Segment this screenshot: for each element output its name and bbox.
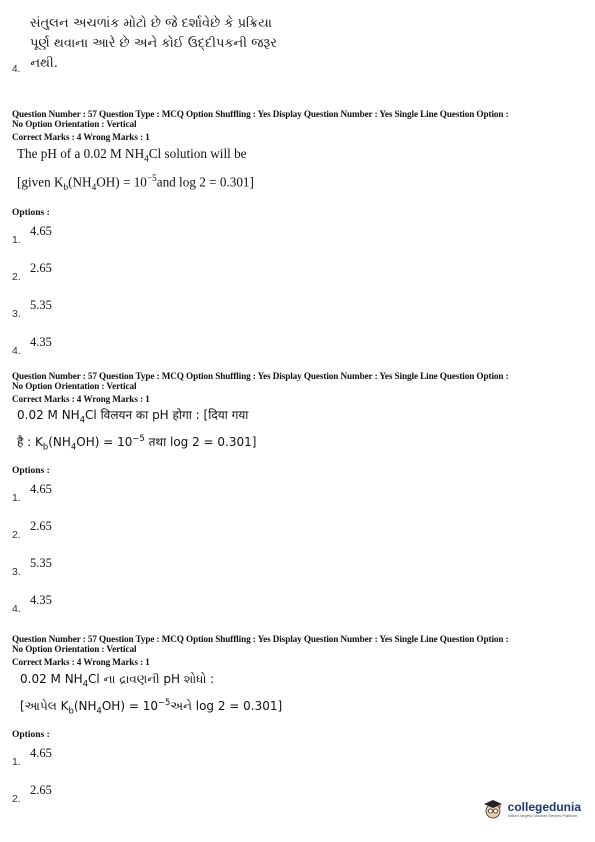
marks-line: Correct Marks : 4 Wrong Marks : 1 bbox=[12, 394, 150, 404]
question-block-hindi bbox=[12, 371, 509, 615]
option-number: 1. bbox=[12, 233, 21, 246]
option-value: 4.35 bbox=[30, 592, 52, 607]
question-block-gujarati bbox=[12, 634, 509, 805]
question-text-line-1: The pH of a 0.02 M $NH_4Cl$ solution will be bbox=[17, 146, 247, 164]
previous-line-3: નથી. bbox=[30, 56, 58, 71]
marks-line: Correct Marks : 4 Wrong Marks : 1 bbox=[12, 132, 150, 142]
option-1[interactable] bbox=[12, 476, 509, 504]
question-meta-line-2: No Option Orientation : Vertical bbox=[12, 381, 137, 391]
options-list bbox=[12, 476, 509, 615]
option-number: 3. bbox=[12, 307, 21, 320]
option-number: 3. bbox=[12, 565, 21, 578]
question-text-line-1: 0.02 M $NH_4Cl$ ના દ્રાવણની pH શોધો : bbox=[20, 672, 215, 689]
option-value: 5.35 bbox=[30, 297, 52, 312]
logo-tagline: India's largest Student Review Platform bbox=[507, 812, 578, 818]
question-text-line-1: 0.02 M $NH_4Cl$ विलयन का pH होगा : [दिया गया bbox=[17, 408, 249, 425]
option-value: 4.65 bbox=[30, 223, 52, 238]
option-2[interactable] bbox=[12, 504, 509, 541]
question-text-line-2: है : $K_b(NH_4OH) = 10^{-5}$ तथा log 2 = 0.301] bbox=[17, 433, 257, 452]
option-value: 4.65 bbox=[30, 745, 52, 760]
option-2[interactable] bbox=[12, 246, 509, 283]
previous-line-2: પૂર્ણ થવાના આરે છે અને કોઈ ઉદ્દીપકની જરૂર bbox=[30, 36, 278, 51]
option-3[interactable] bbox=[12, 283, 509, 320]
option-number: 4. bbox=[12, 344, 21, 357]
option-number: 4. bbox=[12, 602, 21, 615]
option-value: 2.65 bbox=[30, 518, 52, 533]
option-number: 2. bbox=[12, 792, 21, 805]
option-1[interactable] bbox=[12, 218, 509, 246]
question-meta-line-2: No Option Orientation : Vertical bbox=[12, 644, 137, 654]
marks-line: Correct Marks : 4 Wrong Marks : 1 bbox=[12, 657, 150, 667]
collegedunia-logo bbox=[482, 798, 581, 820]
option-number: 2. bbox=[12, 528, 21, 541]
option-1[interactable] bbox=[12, 740, 509, 768]
previous-option-number: 4. bbox=[12, 64, 21, 75]
previous-line-1: સંતુલન અચળાંક મોટો છે જે દર્શાવેછે કે પ્રક્રિયા bbox=[30, 16, 272, 31]
option-2[interactable] bbox=[12, 768, 509, 805]
option-number: 2. bbox=[12, 270, 21, 283]
question-text-line-2: [આપેલ $K_b(NH_4OH)$ = $10^{-5}અને$ log 2 = 0.301] bbox=[20, 697, 283, 716]
graduate-mascot-icon bbox=[482, 798, 504, 820]
option-value: 2.65 bbox=[30, 260, 52, 275]
previous-answer-text bbox=[12, 14, 278, 75]
option-4[interactable] bbox=[12, 320, 509, 357]
option-number: 1. bbox=[12, 755, 21, 768]
question-meta-line-2: No Option Orientation : Vertical bbox=[12, 119, 137, 129]
options-label: Options : bbox=[12, 729, 50, 740]
question-text-line-2: [given $K_b(NH_4OH) = 10^{-5}and$ log 2 = 0.301] bbox=[17, 172, 254, 192]
question-block-english bbox=[12, 109, 509, 357]
option-number: 1. bbox=[12, 491, 21, 504]
option-value: 5.35 bbox=[30, 555, 52, 570]
options-list bbox=[12, 740, 509, 805]
options-label: Options : bbox=[12, 465, 50, 476]
option-3[interactable] bbox=[12, 541, 509, 578]
option-4[interactable] bbox=[12, 578, 509, 615]
logo-text: collegedunia bbox=[507, 799, 581, 814]
question-meta-line: Question Number : 57 Question Type : MCQ Option Shuffling : Yes Display Question Number : Yes Single Line Question Option : bbox=[12, 109, 509, 119]
option-value: 4.65 bbox=[30, 481, 52, 496]
option-value: 2.65 bbox=[30, 782, 52, 797]
option-value: 4.35 bbox=[30, 334, 52, 349]
question-meta-line: Question Number : 57 Question Type : MCQ Option Shuffling : Yes Display Question Number : Yes Single Line Question Option : bbox=[12, 634, 509, 644]
options-list bbox=[12, 218, 509, 357]
question-meta-line: Question Number : 57 Question Type : MCQ Option Shuffling : Yes Display Question Number : Yes Single Line Question Option : bbox=[12, 371, 509, 381]
options-label: Options : bbox=[12, 207, 50, 218]
